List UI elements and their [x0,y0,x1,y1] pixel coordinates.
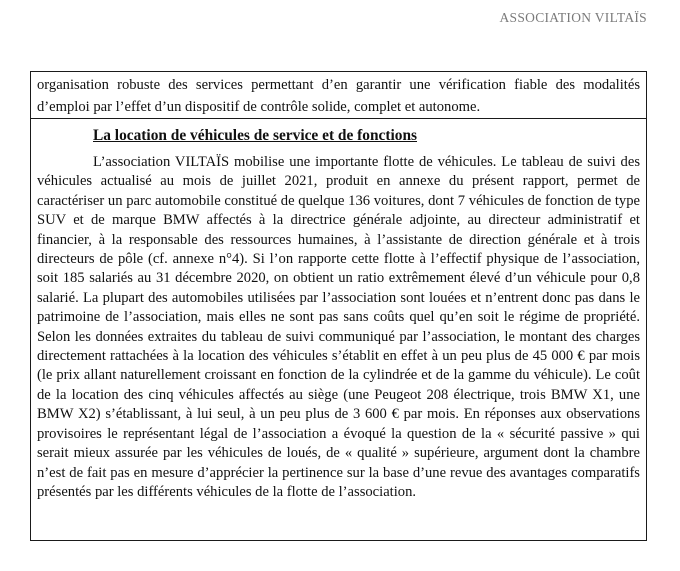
continued-text-box [30,71,647,119]
running-header: ASSOCIATION VILTAÏS [499,10,647,25]
continued-paragraph: organisation robuste des services permettant d’en garantir une vérification fiable des modalités d’emploi par l’effet d’un dispositif de contrôle solide, complet et autonome. [37,77,640,115]
body-paragraph: L’association VILTAÏS mobilise une importante flotte de véhicules. Le tableau de suivi des véhicules actualisé au mois de juillet 2021, produit en annexe du présent rapport, permet de caractériser un parc automobile constitué de quelque 136 voitures, dont 7 véhicules de fonction de type SUV et de marque BMW affectés à la directrice générale adjointe, au directeur administratif et financier, à la responsable des ressources humaines, à l’assistante de direction générale et à trois directeurs de pôle (cf. annexe n°4). Si l’on rapporte cette flotte à l’effectif physique de l’association, soit 185 salariés au 31 décembre 2020, on obtient un ratio extrêmement élevé d’un véhicule pour 0,8 salarié. La plupart des automobiles utilisées par l’association sont louées et n’entrent donc pas dans le patrimoine de l’association, mais elles ne sont pas sans coûts quel qu’en soit le régime de propriété. Selon les données extraites du tableau de suivi communiqué par l’association, le montant des charges directement rattachées à la location des véhicules s’établit en effet à un peu plus de 45 000 € par mois (le prix allant naturellement croissant en fonction de la cylindrée et de la gamme du véhicule). Le coût de la location des cinq véhicules affectés au siège (une Peugeot 208 électrique, trois BMW X1, une BMW X2) s’établissant, à lui seul, à un peu plus de 3 600 € par mois. En réponses aux observations provisoires le représentant légal de l’association a évoqué la question de la « sécurité passive » qui serait mieux assurée par les véhicules de loués, de « qualité » supérieure, argument dont la chambre n’est de fait pas en mesure d’apprécier la pertinence sur la base d’une revue des avantages comparatifs présentés par les différents véhicules de la flotte de l’association. [37,154,640,500]
section-heading: La location de véhicules de service et de fonctions [93,127,418,144]
section-box [30,119,647,541]
